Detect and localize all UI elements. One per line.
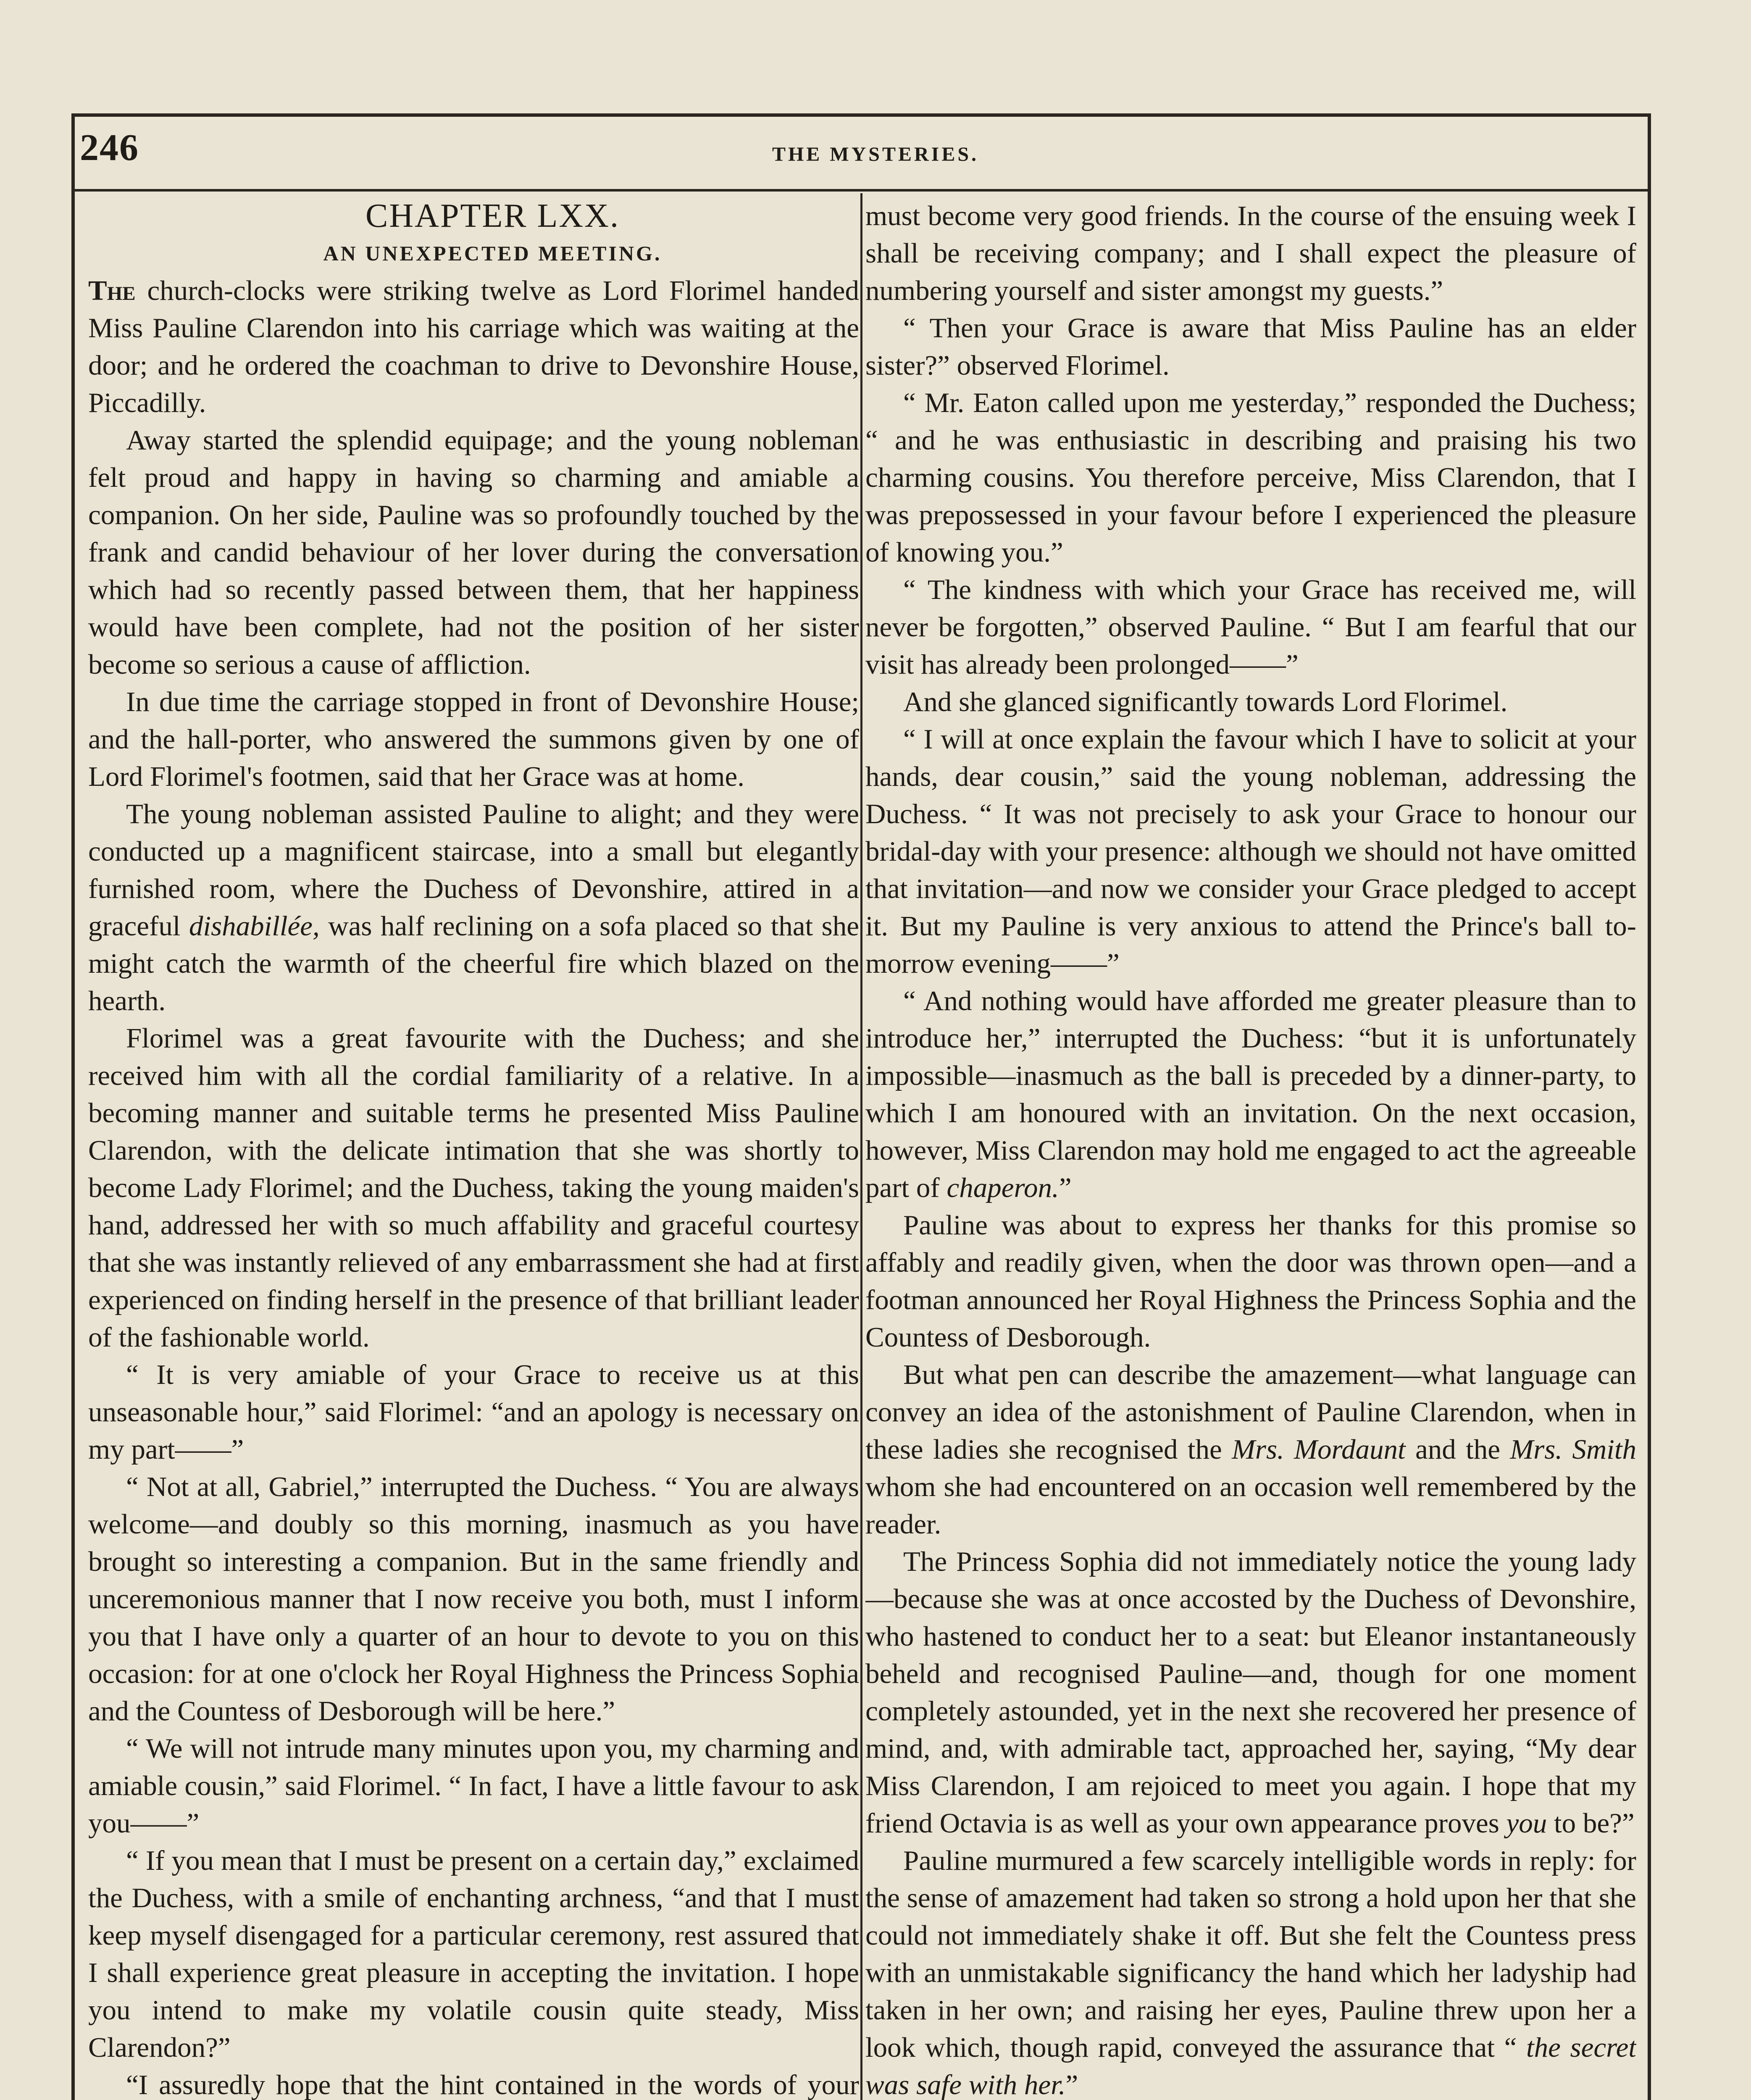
paragraph: The church-clocks were striking twelve as Lord Florimel handed Miss Pauline Clarendon into his carriage which was waiting at the door; and he ordered the coachman to drive to Devonshire House, Piccadilly.: [88, 275, 859, 418]
emphasis: the secret was safe with her.: [865, 2032, 1636, 2100]
paragraph: “I assuredly hope that the hint contained in the words of your: [126, 2069, 859, 2100]
paragraph: “ Not at all, Gabriel,” interrupted the Duchess. “ You are always welcome—and doubly so this morning, inasmuch as you have brought so interesting a companion. But in the same friendly and unceremonious manner that I now receive you both, must I inform you that I have only a quarter of an hour to devote to you on this occasion: for at one o'clock her Royal Highness the Princess Sophia and the Countess of Desborough will be here.”: [88, 1471, 859, 1727]
paragraph-lead-word: The: [88, 275, 136, 306]
paragraph: The Princess Sophia did not immediately notice the young lady—because she was at once accosted by the Duchess of Devonshire, who hastened to conduct her to a seat: but Eleanor instantaneously beheld and recognised Pauline—and, though for one moment completely astounded, yet in the next she recovered her presence of mind, and, with admirable tact, approached her, saying, “My dear Miss Clarendon, I am rejoiced to meet you again. I hope that my friend Octavia is as well as your own appearance proves you to be?”: [865, 1546, 1636, 1839]
paragraph: “ I will at once explain the favour which I have to solicit at your hands, dear cousin,” said the young nobleman, addressing the Duchess. “ It was not precisely to ask your Grace to honour our bridal-day with your presence: although we should not have omitted that invitation—and now we consider your Grace pledged to accept it. But my Pauline is very anxious to attend the Prince's ball to-morrow evening——”: [865, 724, 1636, 979]
paragraph: “ If you mean that I must be present on a certain day,” exclaimed the Duchess, with a smile of enchanting archness, “and that I must keep myself disengaged for a particular ceremony, rest assured that I shall experience great pleasure in accepting the invitation. I hope you intend to make my volatile cousin quite steady, Miss Clarendon?”: [88, 1845, 859, 2063]
paragraph: must become very good friends. In the course of the ensuing week I shall be receiving company; and I shall expect the pleasure of numbering yourself and sister amongst my guests.”: [865, 200, 1636, 306]
paragraph: Pauline was about to express her thanks for this promise so affably and readily given, when the door was thrown open—and a footman announced her Royal Highness the Princess Sophia and the Countess of Desborough.: [865, 1210, 1636, 1353]
paragraph: And she glanced significantly towards Lord Florimel.: [903, 686, 1508, 717]
paragraph: Away started the splendid equipage; and the young nobleman felt proud and happy in having so charming and amiable a companion. On her side, Pauline was so profoundly touched by the frank and candid behaviour of her lover during the conversation which had so recently passed between them, that her happiness would have been complete, had not the position of her sister become so serious a cause of affliction.: [88, 425, 859, 680]
right-column: [865, 197, 1636, 2100]
emphasis: Mrs. Smith: [1510, 1434, 1636, 1465]
paragraph: “ Mr. Eaton called upon me yesterday,” responded the Duchess; “ and he was enthusiastic in describing and praising his two charming cousins. You therefore perceive, Miss Clarendon, that I was prepossessed in your favour before I experienced the pleasure of knowing you.”: [865, 387, 1636, 568]
chapter-title: CHAPTER LXX.: [365, 197, 620, 234]
emphasis: dishabillée,: [189, 911, 320, 942]
paragraph: Florimel was a great favourite with the Duchess; and she received him with all the cordial familiarity of a relative. In a becoming manner and suitable terms he presented Miss Pauline Clarendon, with the delicate intimation that she was shortly to become Lady Florimel; and the Duchess, taking the young maiden's hand, addressed her with so much affability and graceful courtesy that she was instantly relieved of any embarrassment she had at first experienced on finding herself in the presence of that brilliant leader of the fashionable world.: [88, 1023, 859, 1353]
paragraph: Pauline murmured a few scarcely intelligible words in reply: for the sense of amazement had taken so strong a hold upon her that she could not immediately shake it off. But she felt the Countess press with an unmistakable significancy the hand which her ladyship had taken in her own; and raising her eyes, Pauline threw upon her a look which, though rapid, conveyed the assurance that “ the secret was safe with her.”: [865, 1845, 1636, 2100]
paragraph: “ We will not intrude many minutes upon you, my charming and amiable cousin,” said Florimel. “ In fact, I have a little favour to ask you——”: [88, 1733, 859, 1839]
paragraph: The young nobleman assisted Pauline to alight; and they were conducted up a magnificent staircase, into a small but elegantly furnished room, where the Duchess of Devonshire, attired in a graceful dishabillée, was half reclining on a sofa placed so that she might catch the warmth of the cheerful fire which blazed on the hearth.: [88, 798, 859, 1016]
emphasis: chaperon.: [946, 1172, 1059, 1203]
paragraph: “ And nothing would have afforded me greater pleasure than to introduce her,” interrupted the Duchess: “but it is unfortunately impossible—inasmuch as the ball is preceded by a dinner-party, to which I am honoured with an invitation. On the next occasion, however, Miss Clarendon may hold me engaged to act the agreeable part of chaperon.”: [865, 985, 1636, 1203]
paragraph: “ It is very amiable of your Grace to receive us at this unseasonable hour,” said Florimel: “and an apology is necessary on my part——”: [88, 1359, 859, 1465]
header-rule: [71, 189, 1651, 192]
paragraph: “ The kindness with which your Grace has received me, will never be forgotten,” observed Pauline. “ But I am fearful that our visit has already been prolonged——”: [865, 574, 1636, 680]
paragraph: But what pen can describe the amazement—what language can convey an idea of the astonishment of Pauline Clarendon, when in these ladies she recognised the Mrs. Mordaunt and the Mrs. Smith whom she had encountered on an occasion well remembered by the reader.: [865, 1359, 1636, 1540]
left-column: [88, 197, 859, 2100]
paragraph: In due time the carriage stopped in front of Devonshire House; and the hall-porter, who answered the summons given by one of Lord Florimel's footmen, said that her Grace was at home.: [88, 686, 859, 792]
column-divider: [860, 193, 862, 2100]
page-number: 246: [80, 127, 139, 168]
emphasis: Mrs. Mordaunt: [1232, 1434, 1406, 1465]
emphasis: you: [1506, 1808, 1547, 1839]
paragraph: “ Then your Grace is aware that Miss Pauline has an elder sister?” observed Florimel.: [865, 312, 1636, 381]
chapter-subtitle: AN UNEXPECTED MEETING.: [323, 242, 662, 265]
running-title: THE MYSTERIES.: [772, 143, 979, 165]
